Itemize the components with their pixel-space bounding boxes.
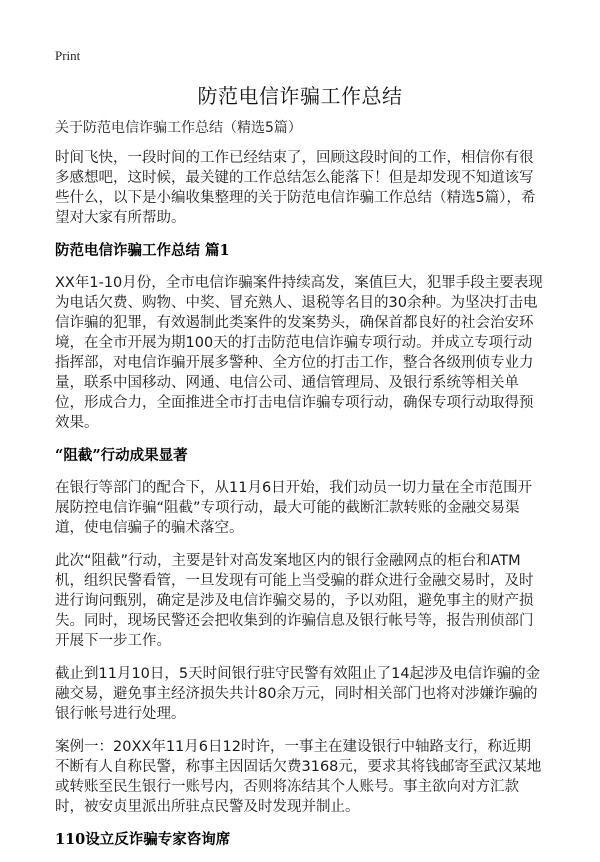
paragraph: 在银行等部门的配合下，从11月6日开始，我们动员一切力量在全市范围开展防控电信诈骗“阻截”专项行动，最大可能的截断汇款转账的金融交易渠道，使电信骗子的骗术落空。 (55, 480, 533, 536)
print-label: Print (55, 48, 81, 63)
section-heading: “阻截”行动成果显著 (55, 447, 188, 464)
document-title: 防范电信诈骗工作总结 (197, 84, 403, 108)
intro-paragraph: 时间飞快，一段时间的工作已经结束了，回顾这段时间的工作，相信你有很多感想吧，这时候，最关键的工作总结怎么能落下！但是却发现不知道该写些什么，以下是小编收集整理的关于防范电信诈骗工作总结（精选5篇），希望对大家有所帮助。 (55, 150, 536, 226)
paragraph: 此次“阻截”行动，主要是针对高发案地区内的银行金融网点的柜台和ATM机，组织民警看管，一旦发现有可能上当受骗的群众进行金融交易时，及时进行询问甄别，确定是涉及电信诈骗交易的，予以劝阻，避免事主的财产损失。同时，现场民警还会把收集到的诈骗信息及银行帐号等，报告刑侦部门开展下一步工作。 (55, 553, 534, 649)
section-heading: 110设立反诈骗专家咨询席 (55, 831, 231, 848)
section-heading: 防范电信诈骗工作总结 篇1 (55, 242, 230, 259)
document-body (55, 118, 545, 862)
paragraph: XX年1-10月份，全市电信诈骗案件持续高发，案值巨大，犯罪手段主要表现为电话欠费、购物、中奖、冒充熟人、退税等名目的30余种。为坚决打击电信诈骗的犯罪，有效遏制此类案件的发案势头，确保首都良好的社会治安环境，在全市开展为期100天的打击防范电信诈骗专项行动。并成立专项行动指挥部，对电信诈骗开展多警种、全方位的打击工作，整合各级刑侦专业力量，联系中国移动、网通、电信公司、通信管理局、及银行系统等相关单位，形成合力，全面推进全市打击电信诈骗专项行动，确保专项行动取得预效果。 (55, 275, 543, 431)
paragraph: 案例一：20XX年11月6日12时许，一事主在建设银行中轴路支行，称近期不断有人自称民警，称事主因固话欠费3168元，要求其将钱邮寄至武汉某地或转账至民生银行一账号内，否则将冻结其个人账号。事主欲向对方汇款时，被安贞里派出所驻点民警及时发现并制止。 (55, 739, 542, 815)
paragraph: 截止到11月10日，5天时间银行驻守民警有效阻止了14起涉及电信诈骗的金融交易，避免事主经济损失共计80余万元，同时相关部门也将对涉嫌诈骗的银行帐号进行处理。 (55, 666, 541, 722)
document-subtitle: 关于防范电信诈骗工作总结（精选5篇） (55, 120, 302, 136)
